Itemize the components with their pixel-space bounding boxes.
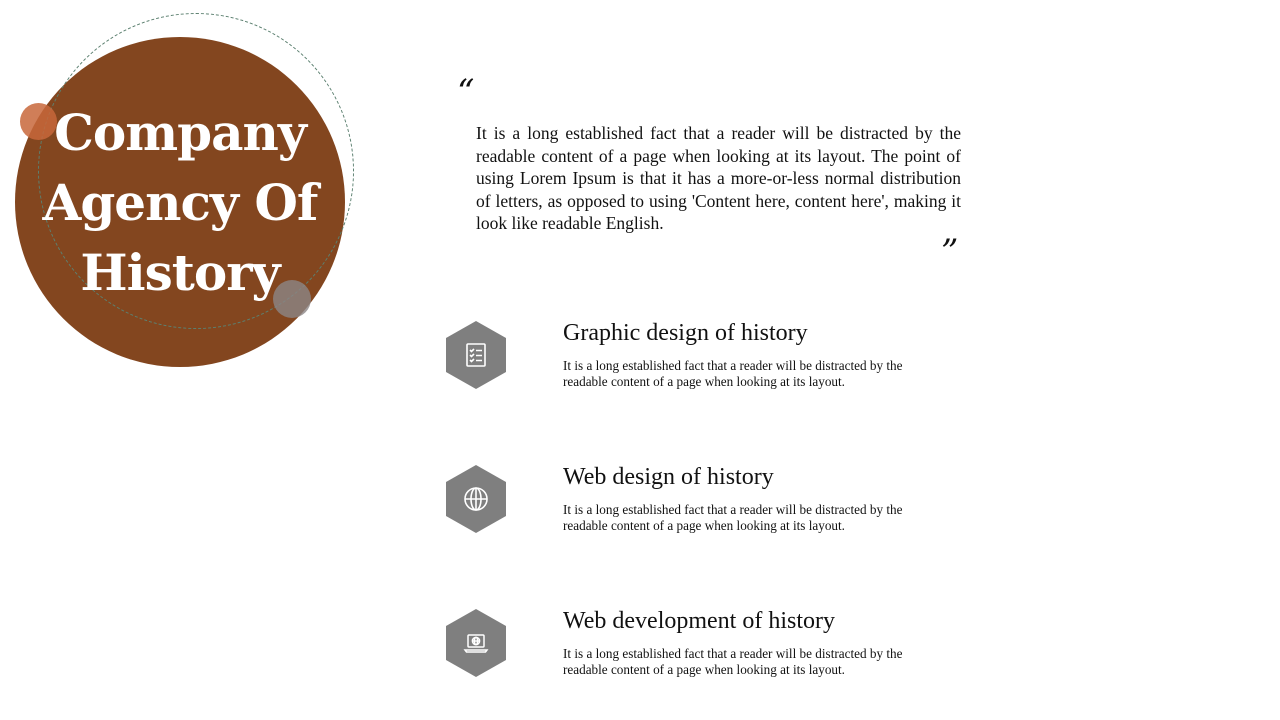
laptop-globe-icon [462,629,490,657]
quote-text: It is a long established fact that a reader will be distracted by the readable content of a page when looking at its layout. The point of using Lorem Ipsum is that it has a more-or-less normal distribution of letters, as opposed to using 'Content here, content here', making it look like readable English. [476,123,961,233]
feature-item-web-development [446,609,966,689]
hexagon-badge [446,465,506,533]
feature-description: It is a long established fact that a reader will be distracted by the readable content of a page when looking at its layout. [563,646,903,677]
feature-description: It is a long established fact that a reader will be distracted by the readable content of a page when looking at its layout. [563,502,903,533]
feature-item-graphic-design [446,321,966,401]
feature-title: Graphic design of history [563,320,808,346]
feature-title: Web design of history [563,464,774,490]
open-quote-mark: “ [457,72,475,112]
title-circle-group [0,0,380,380]
checklist-icon [462,341,490,369]
hexagon-badge [446,609,506,677]
title-line-1: Company [54,103,306,162]
title-line-2: Agency Of [42,173,318,232]
slide-title [15,98,345,308]
feature-description: It is a long established fact that a reader will be distracted by the readable content of a page when looking at its layout. [563,358,903,389]
globe-icon [462,485,490,513]
close-quote-mark: ” [941,232,959,272]
title-line-3: History [80,243,280,302]
hexagon-badge [446,321,506,389]
feature-item-web-design [446,465,966,545]
feature-title: Web development of history [563,608,836,634]
